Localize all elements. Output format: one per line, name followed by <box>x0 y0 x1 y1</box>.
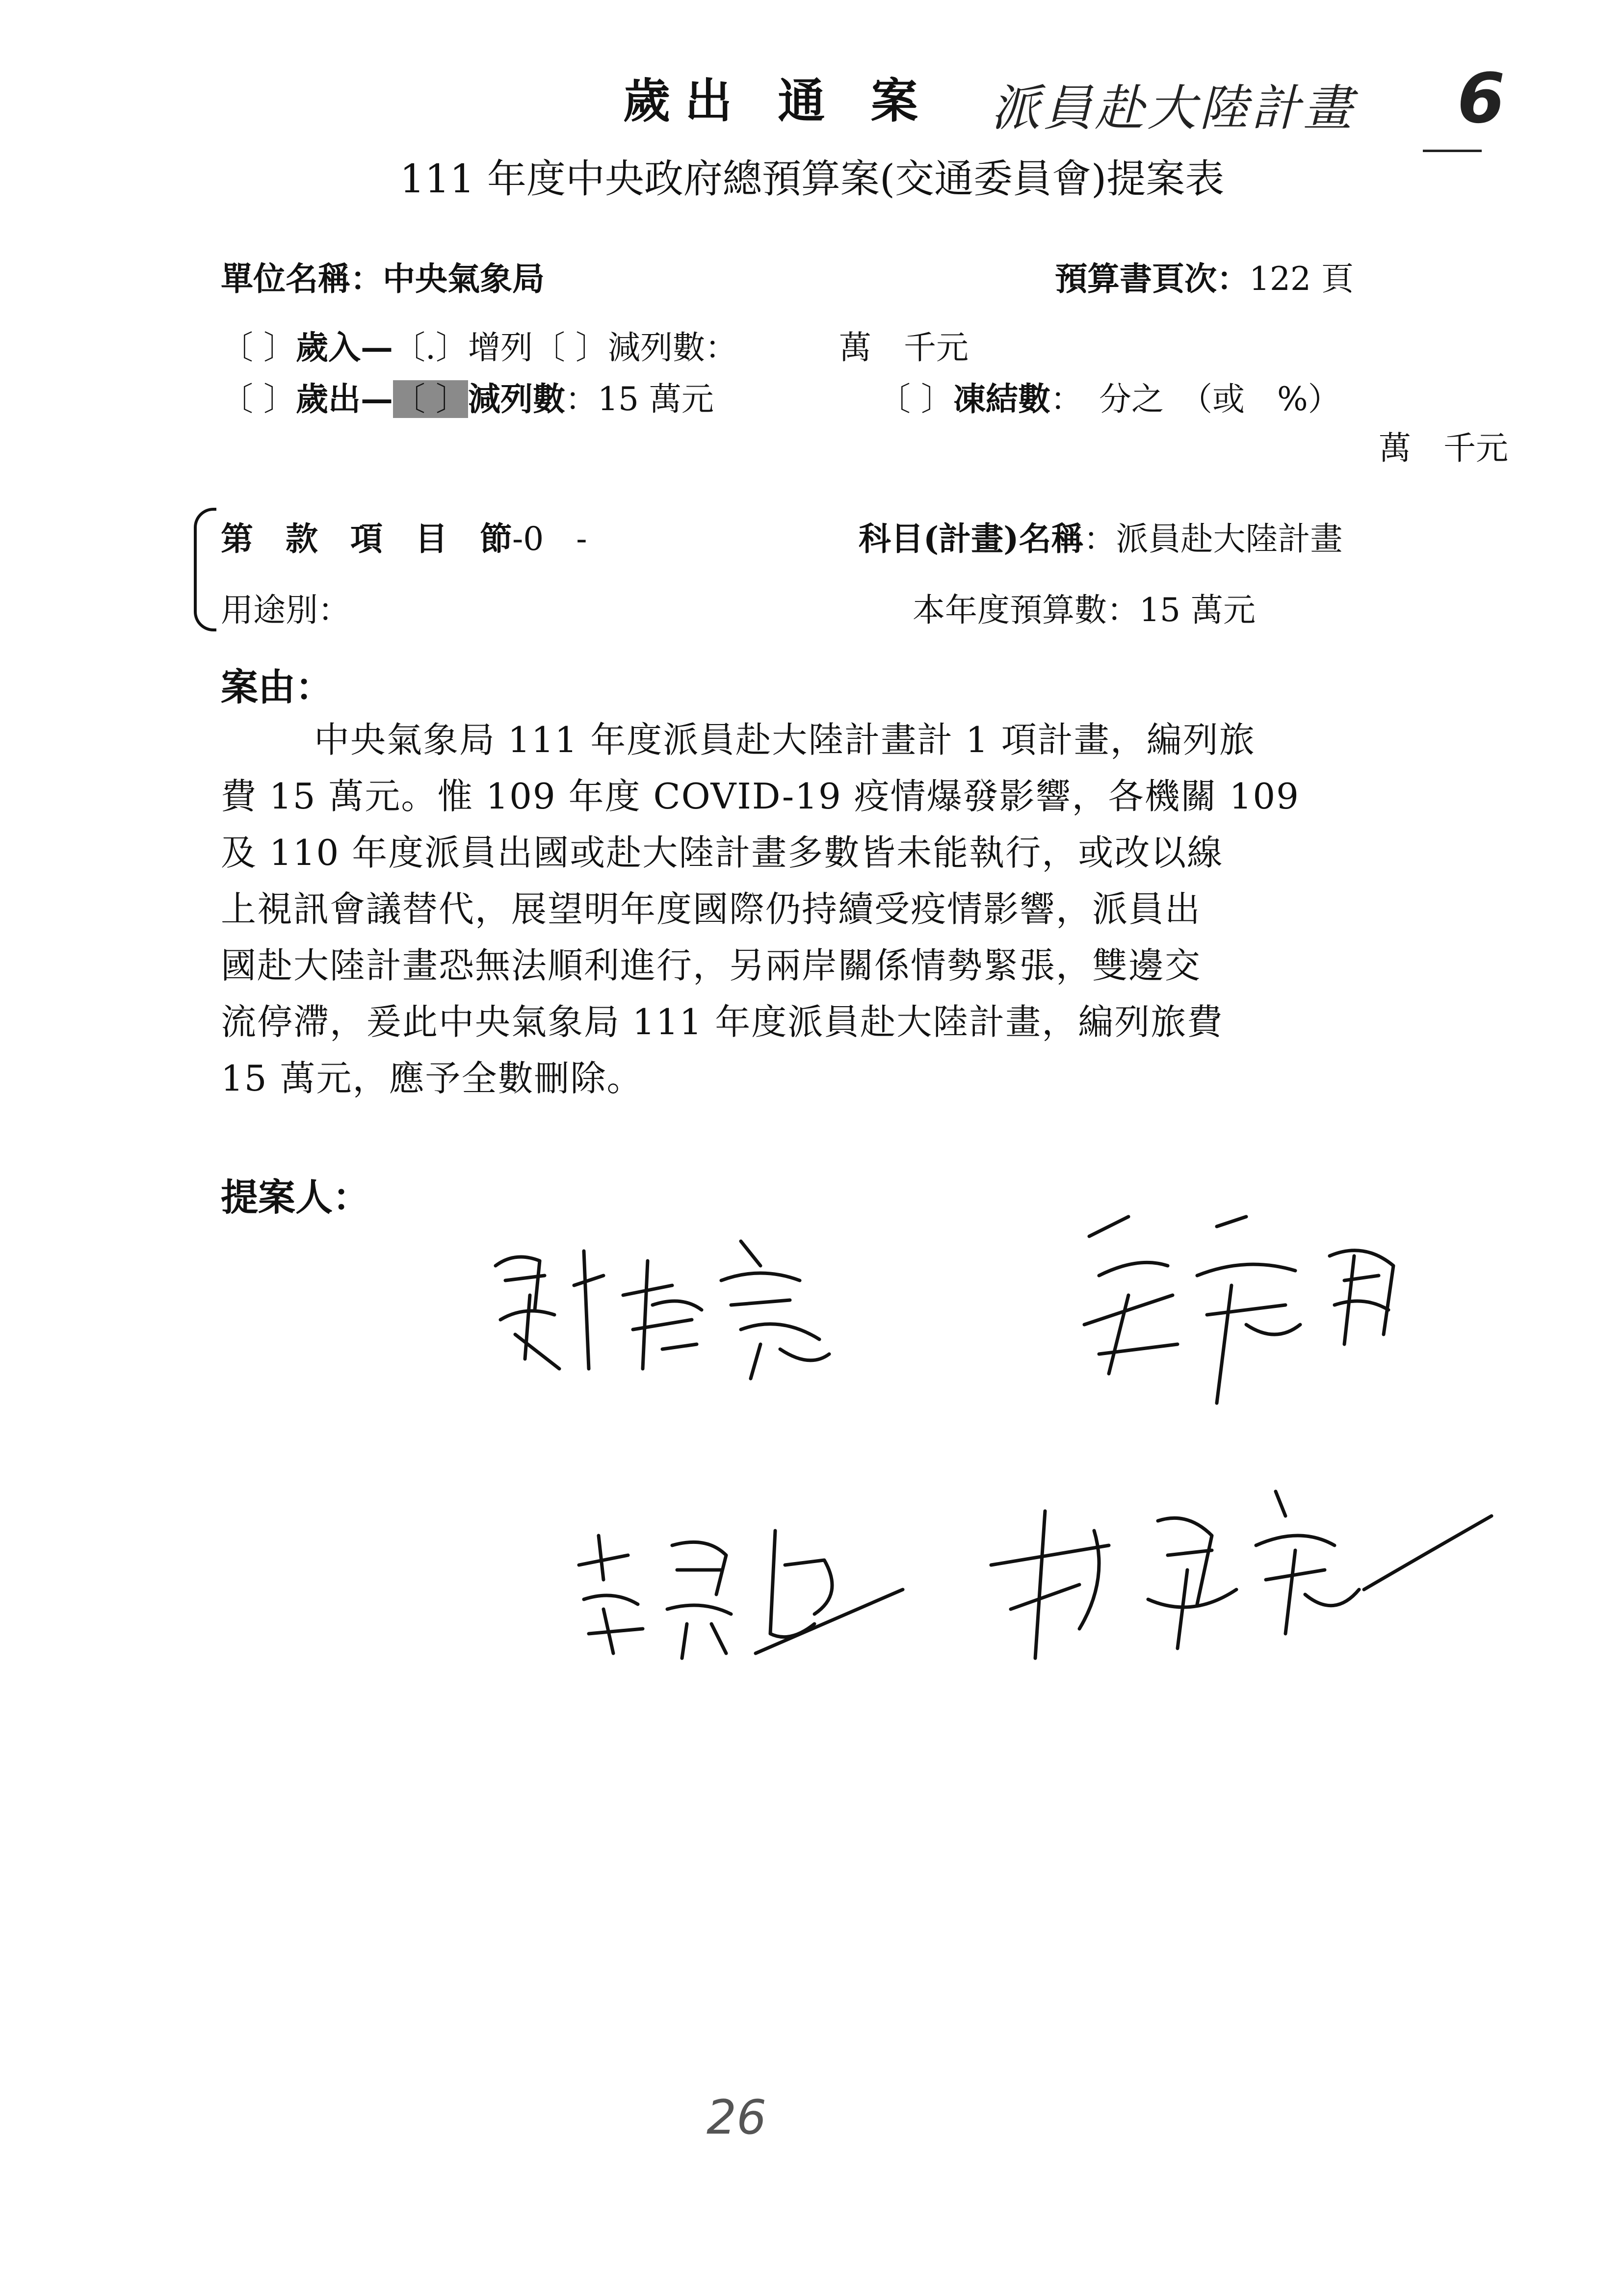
proposer-heading: 提案人： <box>221 1175 370 1219</box>
item-bracket <box>194 508 216 631</box>
increase-label: 增列 <box>468 329 533 366</box>
revenue-row <box>221 321 737 368</box>
signature-1 <box>486 1222 927 1383</box>
signature-2 <box>1070 1197 1452 1433</box>
signature-3 <box>569 1506 913 1668</box>
reason-heading: 案由： <box>221 665 333 709</box>
freeze-row <box>878 373 1340 419</box>
reason-line: 15 萬元，應予全數刪除。 <box>221 1058 643 1099</box>
freeze-label: 凍結數 <box>953 380 1050 418</box>
expense-decrease-checkbox[interactable]: 〔 〕 <box>393 380 468 418</box>
signature-4 <box>981 1472 1501 1668</box>
page-title: 111 年度中央政府總預算案(交通委員會)提案表 <box>399 156 1225 202</box>
page-label: 預算書頁次： <box>1055 260 1249 298</box>
reason-line: 費 15 萬元。惟 109 年度 COVID-19 疫情爆發影響，各機關 109 <box>221 776 1300 817</box>
revenue-checkbox[interactable]: 〔 〕 <box>221 329 296 366</box>
reason-line: 中央氣象局 111 年度派員赴大陸計畫計 1 項計畫，編列旅 <box>314 719 1256 760</box>
expense-checkbox[interactable]: 〔 〕 <box>221 380 296 418</box>
item-value: -0 - <box>512 520 587 558</box>
unit-value: 中央氣象局 <box>383 260 545 298</box>
subject-label: 科目(計畫)名稱 <box>859 520 1084 558</box>
expense-label: 歲出— <box>295 380 393 418</box>
item-label: 第 款 項 目 節 <box>221 520 512 558</box>
unit-label: 單位名稱： <box>221 260 383 298</box>
budget-amount: 本年度預算數：15 萬元 <box>913 591 1256 629</box>
increase-checkbox[interactable]: 〔.〕 <box>393 329 468 366</box>
revenue-label: 歲入— <box>295 328 393 366</box>
revenue-amount: 萬 千元 <box>839 329 969 366</box>
freeze-amount: 萬 千元 <box>1379 429 1508 467</box>
reason-line: 上視訊會議替代，展望明年度國際仍持續受疫情影響，派員出 <box>221 888 1202 930</box>
freeze-checkbox[interactable]: 〔 〕 <box>878 380 953 418</box>
reason-line: 國赴大陸計畫恐無法順利進行，另兩岸關係情勢緊張，雙邊交 <box>221 945 1202 986</box>
freeze-value: ： 分之 （或 %） <box>1050 380 1340 418</box>
expense-decrease-value: ：15 萬元 <box>565 380 714 418</box>
page-value: 122 頁 <box>1249 260 1354 298</box>
reason-line: 流停滯，爰此中央氣象局 111 年度派員赴大陸計畫，編列旅費 <box>221 1001 1224 1043</box>
decrease-label: 減列數： <box>607 329 737 366</box>
subject-value: ：派員赴大陸計畫 <box>1083 520 1343 558</box>
handwritten-topic: 派員赴大陸計畫 <box>991 79 1355 137</box>
expense-row <box>221 373 714 419</box>
use-label: 用途別： <box>221 591 350 629</box>
decrease-checkbox[interactable]: 〔 〕 <box>532 329 608 366</box>
stamp-title: 歲出 通 案 <box>623 73 933 129</box>
handwritten-number: 6 <box>1457 59 1505 139</box>
footer-page-mark: 26 <box>707 2090 767 2145</box>
reason-line: 及 110 年度派員出國或赴大陸計畫多數皆未能執行，或改以線 <box>221 832 1224 873</box>
expense-decrease-label: 減列數 <box>468 380 565 418</box>
